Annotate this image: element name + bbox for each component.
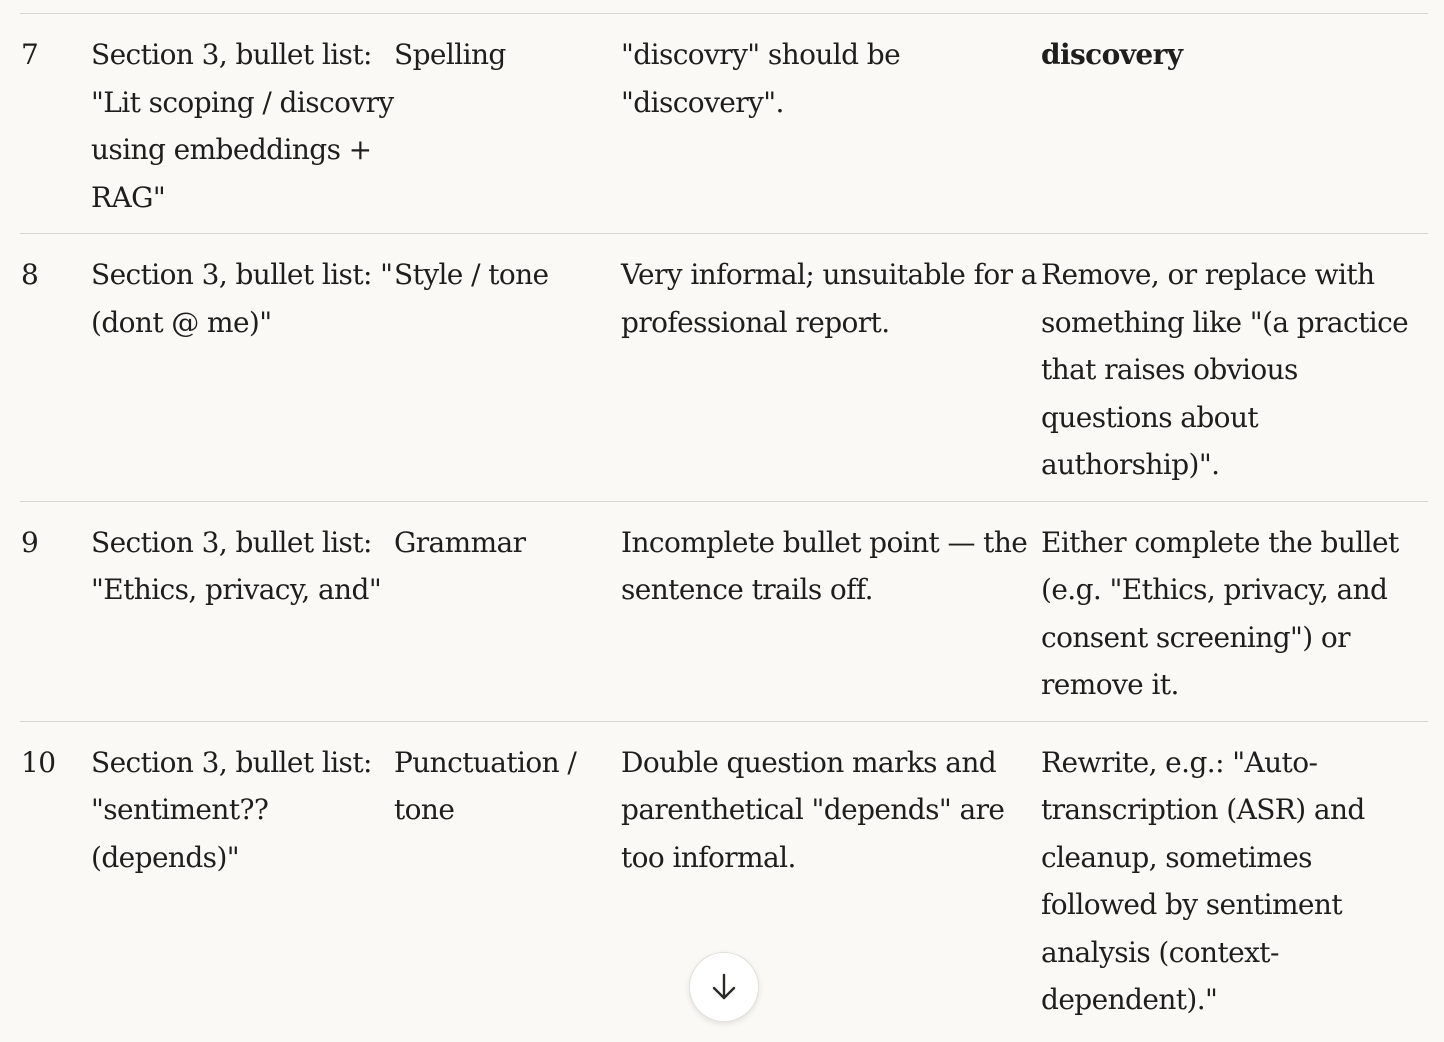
row-issue-description: "discovry" should be "discovery". [621,38,901,119]
table-row [20,501,1428,721]
row-issue-type: Grammar [394,525,526,559]
corrections-table [20,13,1428,1036]
row-issue-description: Very informal; unsuitable for a professional report. [621,258,1037,339]
row-location: Section 3, bullet list: "(dont @ me)" [91,258,393,339]
row-issue-type: Spelling [394,38,506,71]
table-row [20,13,1428,233]
row-location: Section 3, bullet list: "Ethics, privacy, and" [91,525,382,606]
arrow-down-icon [710,972,738,1002]
scroll-to-bottom-button[interactable] [689,952,759,1022]
row-number: 9 [21,525,39,559]
row-number: 8 [21,258,39,291]
row-suggested-fix: Either complete the bullet (e.g. "Ethics, privacy, and consent screening") or remove it. [1041,525,1399,701]
row-issue-type: Punctuation / tone [394,745,577,826]
table-row [20,233,1428,501]
row-suggested-fix: Rewrite, e.g.: "Auto-transcription (ASR) and cleanup, sometimes followed by sentiment analysis (context-dependent)." [1041,745,1365,1016]
row-issue-description: Incomplete bullet point — the sentence trails off. [621,525,1028,606]
row-location: Section 3, bullet list: "sentiment?? (depends)" [91,745,372,874]
row-issue-description: Double question marks and parenthetical "depends" are too informal. [621,745,1005,874]
row-number: 10 [21,745,56,779]
row-suggested-fix: discovery [1041,38,1183,71]
row-issue-type: Style / tone [394,258,549,291]
row-suggested-fix: Remove, or replace with something like "(a practice that raises obvious questions about authorship)". [1041,258,1409,481]
row-location: Section 3, bullet list: "Lit scoping / discovry using embeddings + RAG" [91,38,394,214]
row-number: 7 [21,38,39,71]
